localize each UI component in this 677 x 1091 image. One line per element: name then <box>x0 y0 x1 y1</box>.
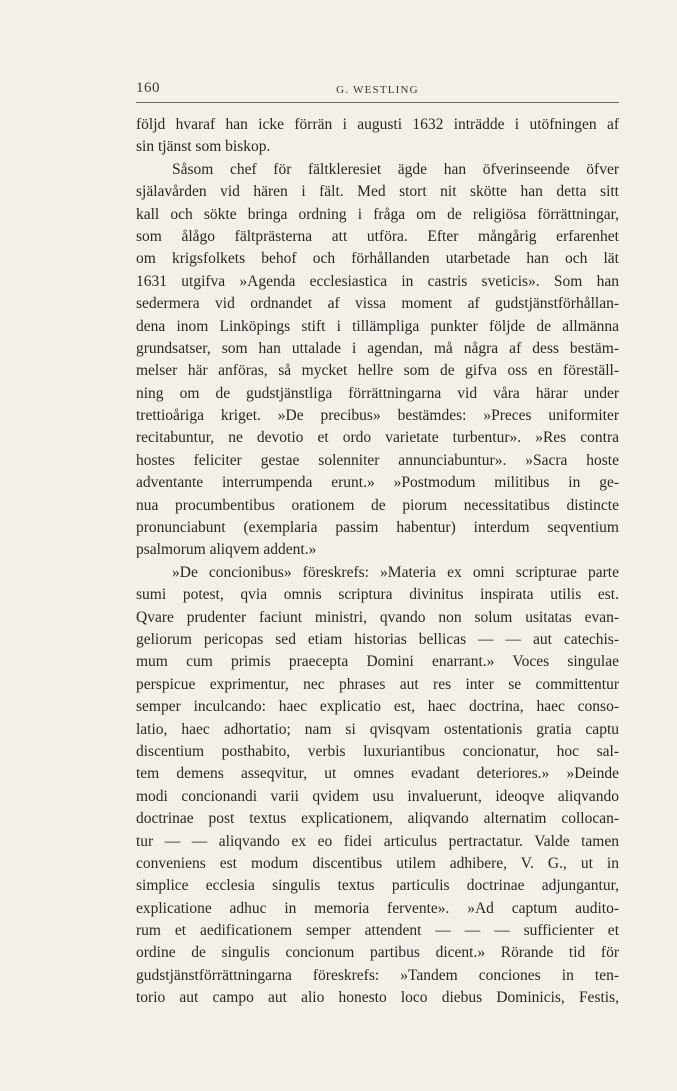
text-line: ordine de singulis concionum partibus dicent.» Rörande tid för <box>136 944 619 962</box>
text-line: semper inculcando: haec explicatio est, haec doctrina, haec conso- <box>136 698 619 716</box>
text-line: Qvare prudenter faciunt ministri, qvando non solum usitatas evan- <box>136 608 619 626</box>
text-line: doctrinae post textus explicationem, aliqvando alternatim collocan- <box>136 810 619 828</box>
text-line: modi concionandi varii qvidem usu invaluerunt, ideoqve aliqvando <box>136 787 619 805</box>
text-line: melser här anföras, så mycket hellre som de gifva oss en föreställ- <box>136 362 619 380</box>
text-line: sin tjänst som biskop. <box>136 138 271 156</box>
text-line: själavården vid hären i fält. Med stort nit skötte han detta sitt <box>136 183 619 201</box>
text-line: geliorum pericopas sed etiam historias bellicas — — aut catechis- <box>136 630 619 648</box>
text-line: följd hvaraf han icke förrän i augusti 1632 inträdde i utöfningen af <box>136 116 619 133</box>
text-line: perspicue exprimentur, nec phrases aut res inter se committentur <box>136 675 619 693</box>
text-line: tem demens asseqvitur, ut omnes evadant deteriores.» »Deinde <box>136 765 619 783</box>
text-line: mum cum primis praecepta Domini enarrant.» Voces singulae <box>136 653 619 671</box>
page-header <box>136 80 619 103</box>
text-line: torio aut campo aut alio honesto loco diebus Dominicis, Festis, <box>136 989 619 1007</box>
text-line: kall och sökte bringa ordning i fråga om de religiösa förrättningar, <box>136 205 619 223</box>
text-line: psalmorum aliqvem addent.» <box>136 541 317 559</box>
text-line: gudstjänstförrättningarna föreskrefs: »Tandem conciones in ten- <box>136 966 619 984</box>
text-line: adventante interrumpenda erunt.» »Postmodum militibus in ge- <box>136 474 619 492</box>
text-line: nua procumbentibus orationem de piorum necessitatibus distincte <box>136 496 619 514</box>
paragraph-start-line: »De concionibus» föreskrefs: »Materia ex omni scripturae parte <box>172 563 619 581</box>
running-head: G. WESTLING <box>336 84 419 96</box>
text-line: latio, haec adhortatio; nam si qvisqvam ostentationis gratia captu <box>136 720 619 738</box>
text-line: conveniens est modum discentibus utilem adhibere, V. G., ut in <box>136 854 619 872</box>
text-line: om krigsfolkets behof och förhållanden utarbetade han och lät <box>136 250 619 268</box>
text-line: hostes feliciter gestae solenniter annunciabuntur». »Sacra hoste <box>136 451 619 469</box>
page-number: 160 <box>136 80 160 96</box>
text-line: sumi potest, qvia omnis scriptura divinitus inspirata utilis est. <box>136 586 619 604</box>
text-line: rum et aedificationem semper attendent — — — sufficienter et <box>136 922 619 940</box>
text-line: trettioåriga kriget. »De precibus» bestämdes: »Preces uniformiter <box>136 407 619 425</box>
text-line: 1631 utgifva »Agenda ecclesiastica in castris sveticis». Som han <box>136 272 619 290</box>
text-line: som ålågo fältprästerna att utföra. Efter mångårig erfarenhet <box>136 227 619 245</box>
body-text <box>136 114 619 1010</box>
text-line: simplice ecclesia singulis textus particulis doctrinae adjungantur, <box>136 877 619 895</box>
text-line: discentium posthabito, verbis luxuriantibus concionatur, hoc sal- <box>136 742 619 760</box>
paragraph-start-line: Såsom chef för fältkleresiet ägde han öfverinseende öfver <box>172 160 619 178</box>
text-line: pronunciabunt (exemplaria passim habentur) interdum seqventium <box>136 519 619 537</box>
text-line: ning om de gudstjänstliga förrättningarna vid våra härar under <box>136 384 619 402</box>
text-line: explicatione adhuc in memoria fervente». »Ad captum audito- <box>136 899 619 917</box>
text-line: tur — — aliqvando ex eo fidei articulus pertractatur. Valde tamen <box>136 832 619 850</box>
text-line: dena inom Linköpings stift i tillämpliga punkter följde de allmänna <box>136 317 619 335</box>
text-line: recitabuntur, ne devotio et ordo varietate turbentur». »Res contra <box>136 429 619 447</box>
text-line: grundsatser, som han uttalade i agendan, må några af dess bestäm- <box>136 339 619 357</box>
text-line: sedermera vid ordnandet af vissa moment af gudstjänstförhållan- <box>136 295 619 313</box>
